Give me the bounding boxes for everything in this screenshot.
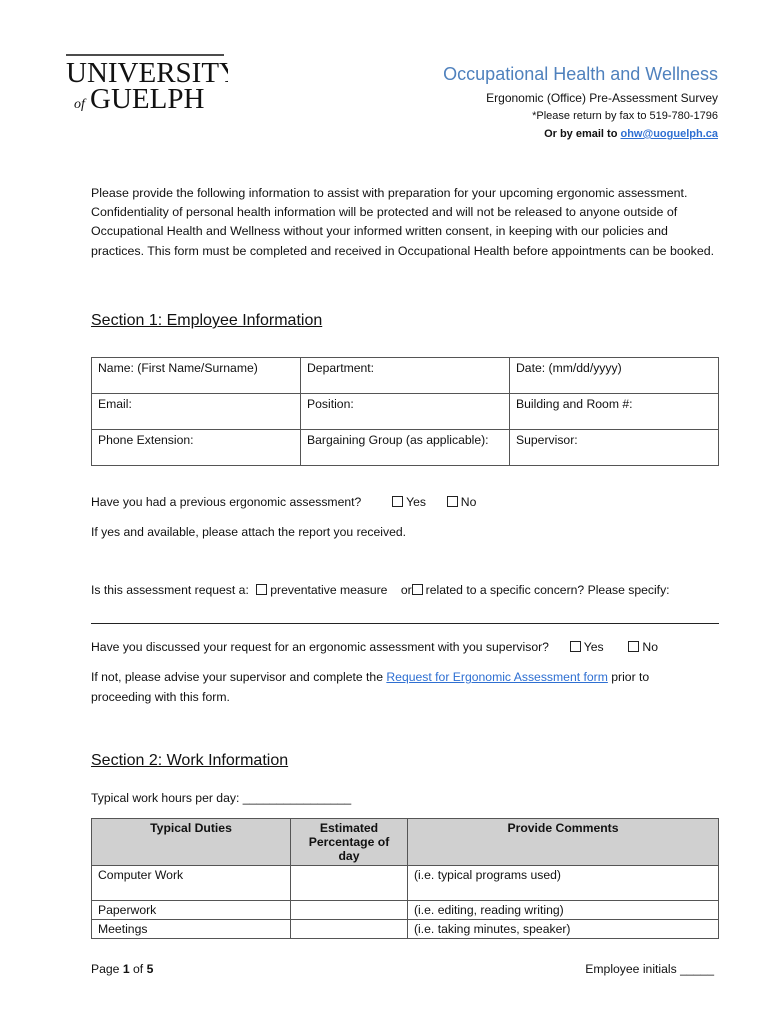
col-header-comments: Provide Comments bbox=[408, 819, 719, 866]
position-field[interactable]: Position: bbox=[301, 394, 510, 430]
page-total: 5 bbox=[146, 962, 154, 976]
university-logo bbox=[64, 52, 228, 114]
logo-line2: GUELPH bbox=[90, 83, 205, 114]
duty-percentage[interactable] bbox=[291, 866, 408, 901]
duty-name: Meetings bbox=[92, 920, 291, 939]
col-header-duties: Typical Duties bbox=[92, 819, 291, 866]
request-form-link[interactable]: Request for Ergonomic Assessment form bbox=[386, 670, 608, 684]
table-row bbox=[92, 430, 719, 466]
prev-yes-label: Yes bbox=[406, 495, 426, 509]
supervisor-question: Have you discussed your request for an ergonomic assessment with you supervisor? bbox=[91, 640, 549, 654]
advise-line bbox=[91, 670, 649, 684]
table-row bbox=[92, 358, 719, 394]
work-hours-field[interactable]: Typical work hours per day: ________________ bbox=[91, 791, 352, 805]
duty-name: Computer Work bbox=[92, 866, 291, 901]
supervisor-field[interactable]: Supervisor: bbox=[510, 430, 719, 466]
email-prefix: Or by email to bbox=[544, 128, 621, 140]
duty-comment[interactable]: (i.e. typical programs used) bbox=[408, 866, 719, 901]
concern-checkbox[interactable] bbox=[412, 584, 423, 595]
employee-initials[interactable]: Employee initials _____ bbox=[585, 962, 714, 976]
header-email-line bbox=[544, 128, 718, 140]
email-field[interactable]: Email: bbox=[92, 394, 301, 430]
employee-info-table bbox=[91, 357, 719, 466]
preventative-checkbox[interactable] bbox=[256, 584, 267, 595]
supervisor-discussion-line bbox=[91, 640, 658, 654]
table-header-row bbox=[92, 819, 719, 866]
building-room-field[interactable]: Building and Room #: bbox=[510, 394, 719, 430]
duty-percentage[interactable] bbox=[291, 901, 408, 920]
duty-name: Paperwork bbox=[92, 901, 291, 920]
table-row bbox=[92, 920, 719, 939]
request-type-line bbox=[91, 583, 670, 597]
preventative-label: preventative measure bbox=[270, 583, 388, 597]
attach-note: If yes and available, please attach the report you received. bbox=[91, 525, 407, 539]
table-row bbox=[92, 394, 719, 430]
sup-yes-label: Yes bbox=[583, 640, 604, 654]
sup-yes-checkbox[interactable] bbox=[570, 641, 581, 652]
concern-label: related to a specific concern? Please specify: bbox=[425, 583, 670, 597]
or-label: or bbox=[400, 583, 412, 597]
advise-prefix: If not, please advise your supervisor and complete the bbox=[91, 670, 387, 684]
logo-line1: UNIVERSITY bbox=[66, 57, 228, 89]
prev-no-label: No bbox=[460, 495, 477, 509]
table-row bbox=[92, 901, 719, 920]
prev-yes-checkbox[interactable] bbox=[392, 496, 403, 507]
specify-line[interactable] bbox=[91, 623, 719, 624]
header-fax: *Please return by fax to 519-780-1796 bbox=[532, 110, 718, 122]
duties-table bbox=[91, 818, 719, 939]
bargaining-group-field[interactable]: Bargaining Group (as applicable): bbox=[301, 430, 510, 466]
col-header-percentage: Estimated Percentage of day bbox=[291, 819, 408, 866]
advise-line2: proceeding with this form. bbox=[91, 690, 230, 704]
page-prefix: Page bbox=[91, 962, 123, 976]
intro-paragraph: Please provide the following information to assist with preparation for your upcoming ergonomic assessment. Confidentiality of personal health information will be protected and will not be released to anyone outside of Occupational Health and Wellness without your informed written consent, in keeping with our policies and practices. This form must be completed and received in Occupational Health before appointments can be booked. bbox=[91, 186, 715, 258]
previous-assessment-line bbox=[91, 495, 476, 509]
duty-percentage[interactable] bbox=[291, 920, 408, 939]
request-question: Is this assessment request a: bbox=[91, 583, 249, 597]
duty-comment[interactable]: (i.e. editing, reading writing) bbox=[408, 901, 719, 920]
section1-heading: Section 1: Employee Information bbox=[91, 312, 323, 329]
page-number bbox=[91, 962, 153, 976]
header-subtitle: Ergonomic (Office) Pre-Assessment Survey bbox=[486, 91, 718, 105]
sup-no-checkbox[interactable] bbox=[628, 641, 639, 652]
table-row bbox=[92, 866, 719, 901]
previous-assessment-question: Have you had a previous ergonomic assessment? bbox=[91, 495, 362, 509]
phone-extension-field[interactable]: Phone Extension: bbox=[92, 430, 301, 466]
date-field[interactable]: Date: (mm/dd/yyyy) bbox=[510, 358, 719, 394]
page-mid: of bbox=[129, 962, 147, 976]
logo-of: of bbox=[74, 97, 85, 112]
prev-no-checkbox[interactable] bbox=[447, 496, 458, 507]
department-field[interactable]: Department: bbox=[301, 358, 510, 394]
sup-no-label: No bbox=[642, 640, 658, 654]
section2-heading: Section 2: Work Information bbox=[91, 752, 289, 769]
name-field[interactable]: Name: (First Name/Surname) bbox=[92, 358, 301, 394]
header-title: Occupational Health and Wellness bbox=[443, 64, 718, 84]
page-current: 1 bbox=[122, 962, 130, 976]
advise-suffix: prior to bbox=[607, 670, 650, 684]
email-link[interactable]: ohw@uoguelph.ca bbox=[620, 128, 718, 140]
duty-comment[interactable]: (i.e. taking minutes, speaker) bbox=[408, 920, 719, 939]
